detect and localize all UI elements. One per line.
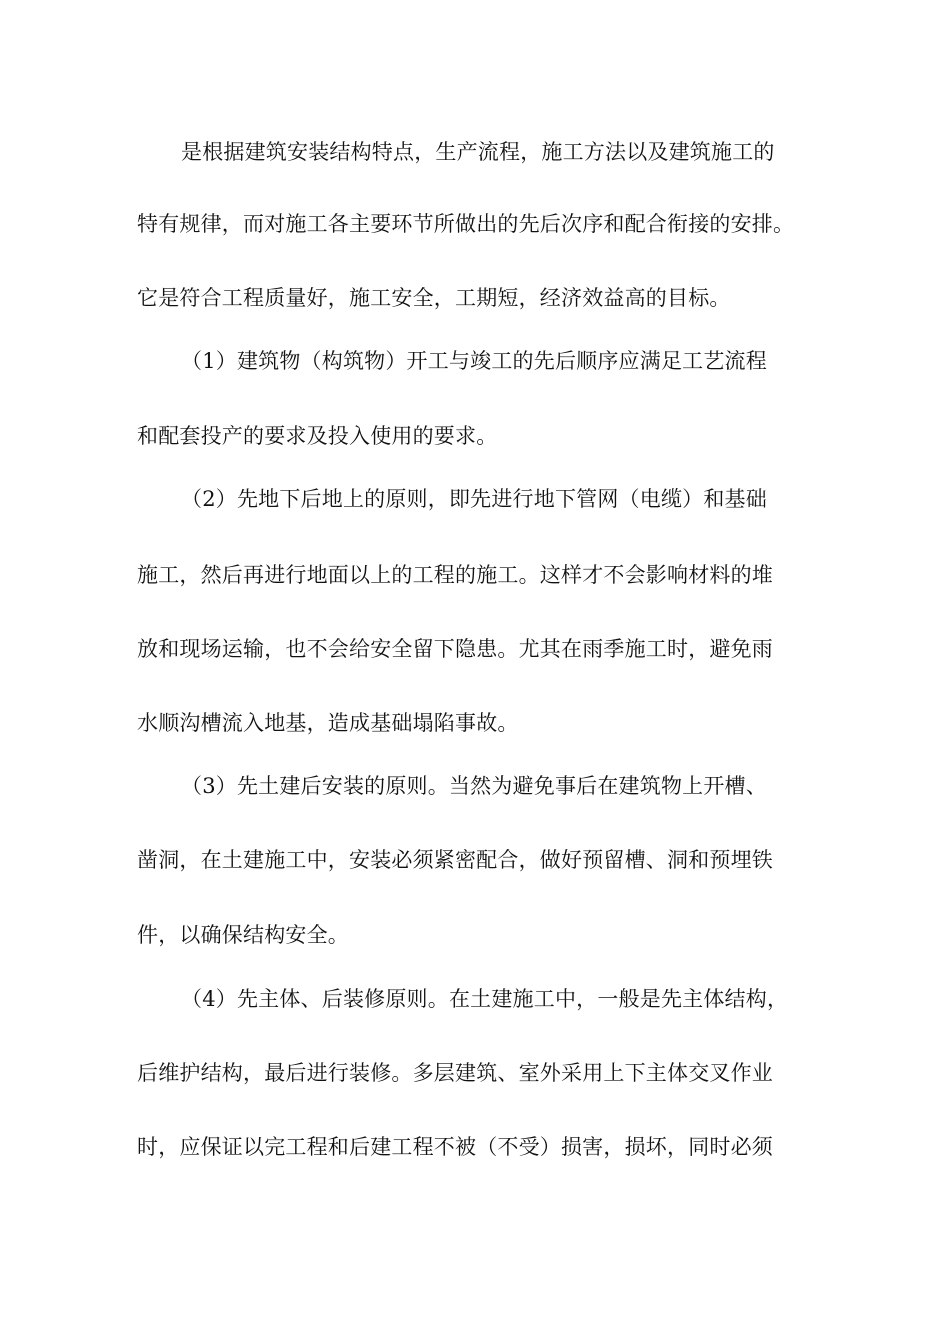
text-line-2: 特有规律，而对施工各主要环节所做出的先后次序和配合衔接的安排。 <box>137 212 795 236</box>
text-line-9: 水顺沟槽流入地基，造成基础塌陷事故。 <box>137 711 519 735</box>
text-line-8: 放和现场运输，也不会给安全留下隐患。尤其在雨季施工时，避免雨 <box>137 637 773 661</box>
text-line-12: 件，以确保结构安全。 <box>137 923 349 947</box>
text-line-3: 它是符合工程质量好，施工安全，工期短，经济效益高的目标。 <box>137 286 731 310</box>
text-line-10: （3）先土建后安装的原则。当然为避免事后在建筑物上开槽、 <box>181 774 767 798</box>
text-line-6: （2）先地下后地上的原则，即先进行地下管网（电缆）和基础 <box>181 487 767 511</box>
text-line-13: （4）先主体、后装修原则。在土建施工中，一般是先主体结构， <box>181 987 789 1011</box>
text-line-15: 时，应保证以完工程和后建工程不被（不受）损害，损坏，同时必须 <box>137 1135 773 1159</box>
text-line-5: 和配套投产的要求及投入使用的要求。 <box>137 424 498 448</box>
text-line-7: 施工，然后再进行地面以上的工程的施工。这样才不会影响材料的堆 <box>137 563 773 587</box>
text-line-4: （1）建筑物（构筑物）开工与竣工的先后顺序应满足工艺流程 <box>181 349 767 373</box>
text-line-11: 凿洞，在土建施工中，安装必须紧密配合，做好预留槽、洞和预埋铁 <box>137 848 773 872</box>
text-line-1: 是根据建筑安装结构特点，生产流程，施工方法以及建筑施工的 <box>181 140 775 164</box>
text-line-14: 后维护结构，最后进行装修。多层建筑、室外采用上下主体交叉作业 <box>137 1061 773 1085</box>
